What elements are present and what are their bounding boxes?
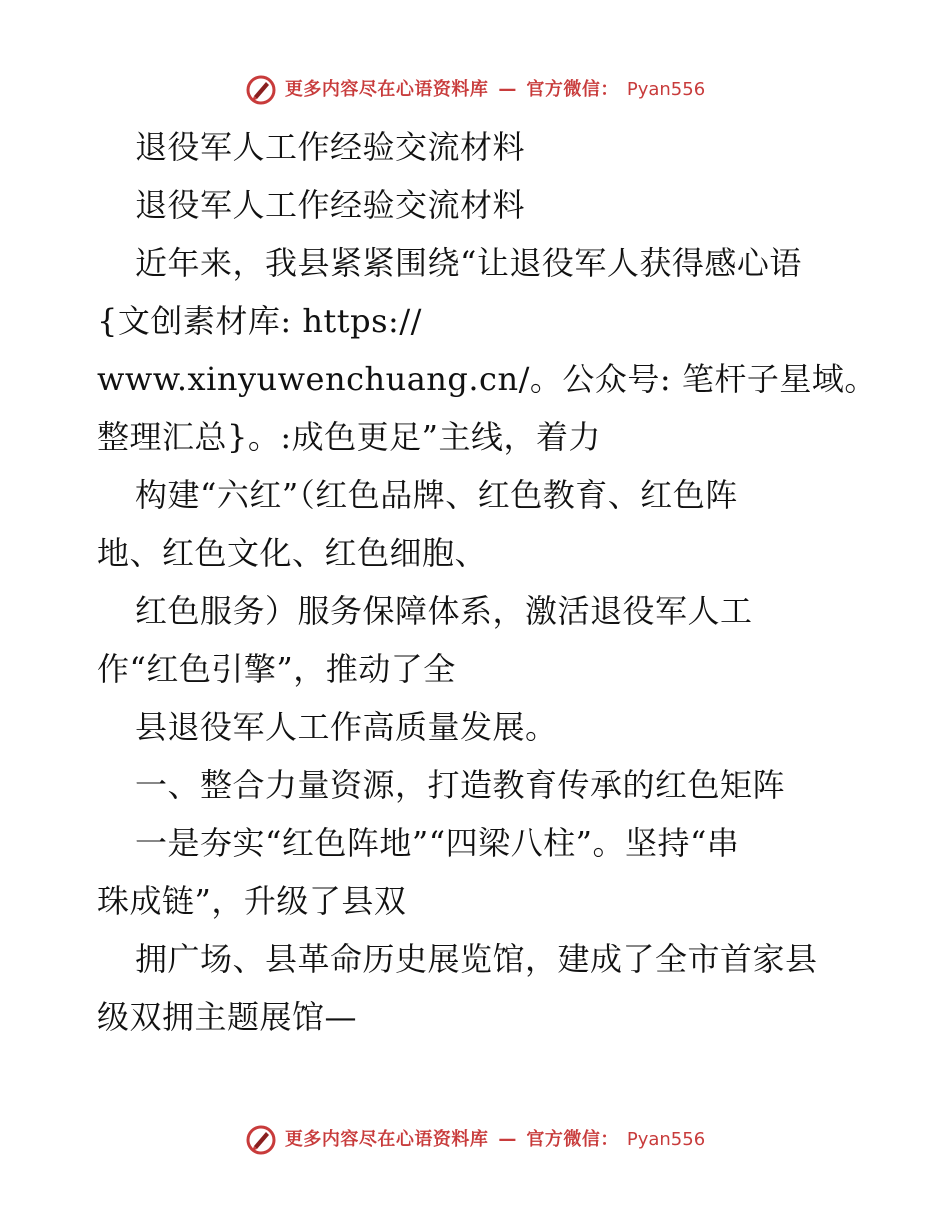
watermark-wechat-label: 官方微信： — [526, 1129, 619, 1150]
paragraph-line: 整理汇总}。:成色更足”主线，着力 — [97, 418, 602, 456]
paragraph-line: 构建“六红”（红色品牌、红色教育、红色阵 — [135, 476, 738, 514]
footer-watermark — [0, 1120, 950, 1160]
paragraph-line: 地、红色文化、红色细胞、 — [97, 534, 488, 572]
watermark-wechat-id: Pyan556 — [626, 79, 706, 100]
paragraph-line: 拥广场、县革命历史展览馆，建成了全市首家县 — [135, 940, 818, 978]
paragraph-line: 级双拥主题展馆— — [97, 998, 358, 1036]
paragraph-line: {文创素材库: https:// — [97, 302, 422, 340]
document-title: 退役军人工作经验交流材料 — [135, 128, 526, 166]
watermark-wechat-label: 官方微信： — [526, 79, 619, 100]
paragraph-line: www.xinyuwenchuang.cn/。公众号: 笔杆子星域。 — [97, 360, 877, 398]
paragraph-line: 县退役军人工作高质量发展。 — [135, 708, 558, 746]
paragraph-line: 珠成链”，升级了县双 — [97, 882, 407, 920]
watermark-wechat-id: Pyan556 — [626, 1129, 706, 1150]
watermark-main-text: 更多内容尽在心语资料库 — [284, 1129, 489, 1150]
watermark-main-text: 更多内容尽在心语资料库 — [284, 79, 489, 100]
paragraph-line: 近年来，我县紧紧围绕“让退役军人获得感心语 — [135, 244, 802, 282]
header-watermark — [0, 70, 950, 110]
section-heading: 一、整合力量资源，打造教育传承的红色矩阵 — [135, 766, 786, 804]
paragraph-line: 作“红色引擎”，推动了全 — [97, 650, 456, 688]
paragraph-line: 红色服务）服务保障体系，激活退役军人工 — [135, 592, 753, 630]
document-body — [97, 118, 877, 1046]
watermark-separator: — — [498, 79, 517, 100]
quill-pen-icon — [245, 1124, 277, 1156]
watermark-separator: — — [498, 1129, 517, 1150]
paragraph-line: 一是夯实“红色阵地”“四梁八柱”。坚持“串 — [135, 824, 740, 862]
document-subtitle: 退役军人工作经验交流材料 — [135, 186, 526, 224]
quill-pen-icon — [245, 74, 277, 106]
